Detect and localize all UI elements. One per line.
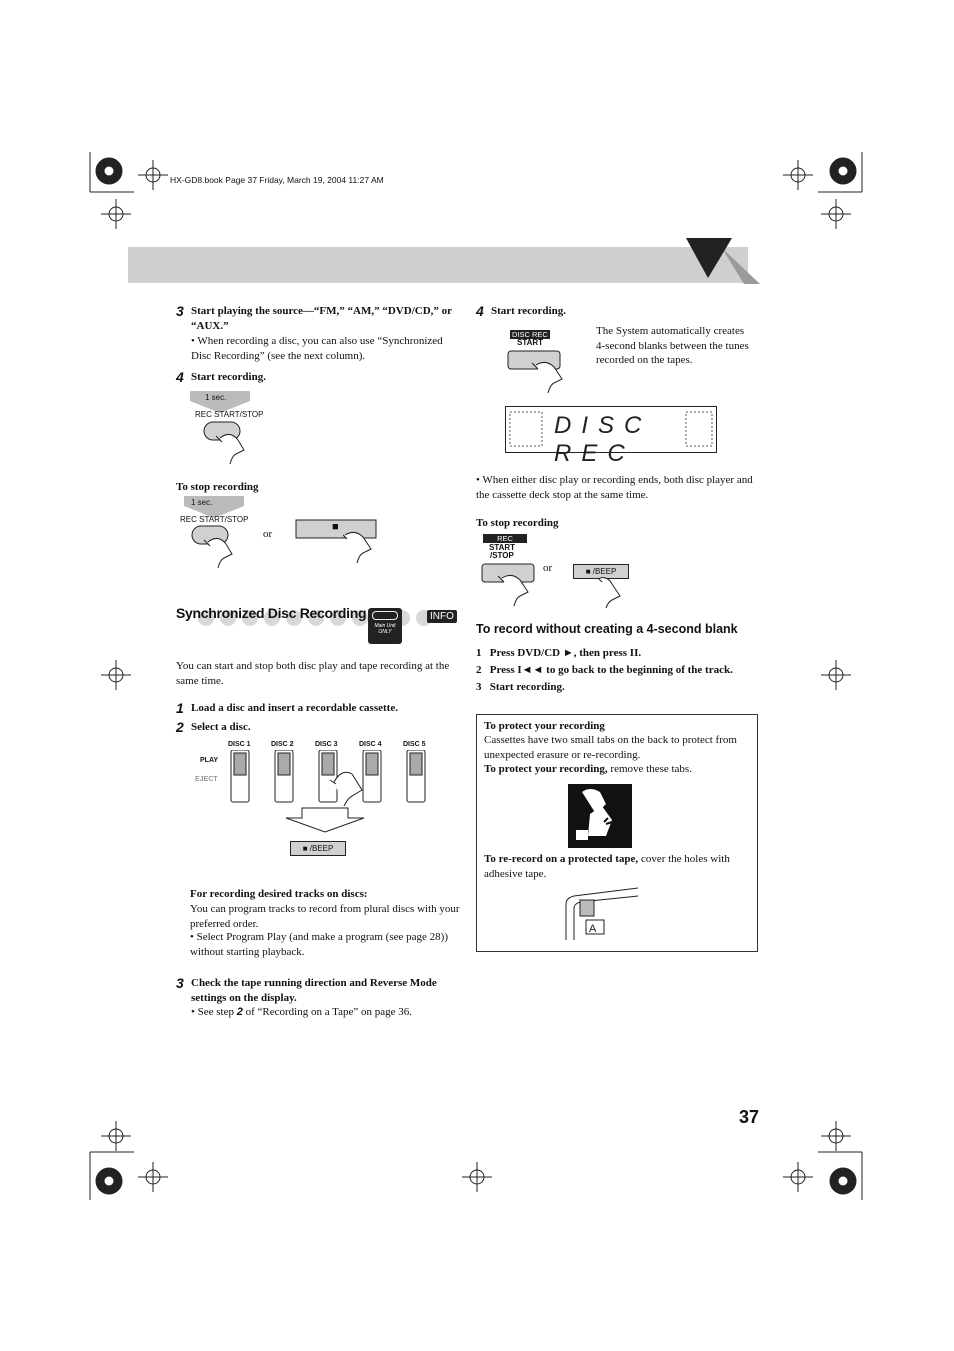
rec-start-stop-label: REC START/STOP	[195, 410, 264, 419]
disc-5-label: DISC 5	[403, 741, 426, 748]
start-label-2: START	[489, 543, 516, 552]
svg-text:A: A	[589, 923, 597, 935]
cassette-tab-illustration	[568, 784, 632, 848]
or-label-right: or	[543, 562, 553, 574]
disc-1-label: DISC 1	[228, 741, 251, 748]
disc-4-label: DISC 4	[359, 741, 382, 748]
play-label: PLAY	[200, 757, 219, 764]
rec-label: REC	[483, 534, 527, 543]
lcd-text: DISC REC	[554, 412, 652, 467]
rec-start-stop-button-2[interactable]	[188, 524, 248, 568]
sync-step-1: 1 Load a disc and insert a recordable cassette.	[176, 700, 398, 716]
main-unit-only-badge: Main Unit ONLY	[368, 608, 402, 644]
step-3-play-source: 3 Start playing the source—“FM,” “AM,” “DVD/CD,” or “AUX.” • When recording a disc, you can also use “Synchronized Disc Recording” (see the next column).	[176, 303, 452, 362]
stop-recording-heading: To stop recording	[176, 481, 259, 493]
or-label: or	[263, 528, 273, 540]
adhesive-tape-illustration	[560, 886, 640, 942]
protect-remove-tabs: To protect your recording, remove these tabs.	[484, 763, 692, 775]
section-title: Synchronized Disc Recording	[176, 605, 367, 621]
stop-glyph: ■	[332, 521, 339, 533]
stop-label: /STOP	[490, 551, 514, 560]
section-intro: You can start and stop both disc play and tape recording at the same time.	[176, 660, 450, 687]
hold-duration: 1 sec.	[205, 393, 227, 402]
rec-start-stop-label-2: REC START/STOP	[180, 515, 249, 524]
auto-blank-desc: The System automatically creates 4-second blanks between the tunes recorded on the tapes.	[596, 325, 749, 366]
disc-tray-buttons[interactable]	[222, 750, 432, 834]
program-heading: For recording desired tracks on discs:	[190, 888, 368, 900]
step-4-start-recording: 4 Start recording.	[176, 369, 266, 385]
beep-button[interactable]: ■ /BEEP	[290, 841, 346, 856]
finger-pointer	[594, 576, 624, 608]
program-bullet: • Select Program Play (and make a program (see page 28)) without starting playback.	[190, 931, 448, 958]
disc-play-note: • When either disc play or recording ends, both disc player and the cassette deck stop at the same time.	[476, 474, 753, 501]
rec-start-stop-button[interactable]	[200, 420, 260, 464]
right-step-4: 4 Start recording.	[476, 303, 566, 319]
disc-3-label: DISC 3	[315, 741, 338, 748]
page-corner-triangle	[686, 238, 760, 284]
eject-label: EJECT	[195, 776, 218, 783]
header-banner	[128, 247, 748, 283]
start-label: START	[517, 338, 544, 347]
rec-start-stop-button-right[interactable]	[480, 562, 553, 608]
disc-2-label: DISC 2	[271, 741, 294, 748]
page-number: 37	[739, 1107, 760, 1127]
no-blank-step-1: 1 Press DVD/CD ►, then press II.	[476, 647, 642, 659]
rerecord-text: To re-record on a protected tape, cover the holes with adhesive tape.	[484, 853, 730, 880]
protect-text: Cassettes have two small tabs on the back to protect from unexpected erasure or re-recording.	[484, 734, 737, 761]
book-info: HX-GD8.book Page 37 Friday, March 19, 2004 11:27 AM	[170, 175, 384, 185]
disc-rec-start-button[interactable]	[506, 349, 576, 395]
hold-duration-2: 1 sec.	[191, 498, 213, 507]
protect-heading: To protect your recording	[484, 720, 605, 732]
program-text: You can program tracks to record from plural discs with your preferred order.	[190, 903, 460, 930]
sync-step-2: 2 Select a disc.	[176, 719, 251, 735]
disc-rec-label: DISC REC	[512, 330, 548, 339]
no-blank-heading: To record without creating a 4-second blank	[476, 622, 738, 636]
sync-step-3: 3 Check the tape running direction and Reverse Mode settings on the display. • See step 2 of “Recording on a Tape” on page 36.	[176, 975, 437, 1018]
no-blank-step-3: 3 Start recording.	[476, 681, 565, 693]
lcd-display	[505, 406, 717, 467]
right-stop-heading: To stop recording	[476, 517, 559, 529]
beep-button-right[interactable]: ■ /BEEP	[573, 564, 629, 579]
info-badge: INFO	[427, 610, 457, 623]
no-blank-step-2: 2 Press I◄◄ to go back to the beginning of the track.	[476, 664, 733, 676]
